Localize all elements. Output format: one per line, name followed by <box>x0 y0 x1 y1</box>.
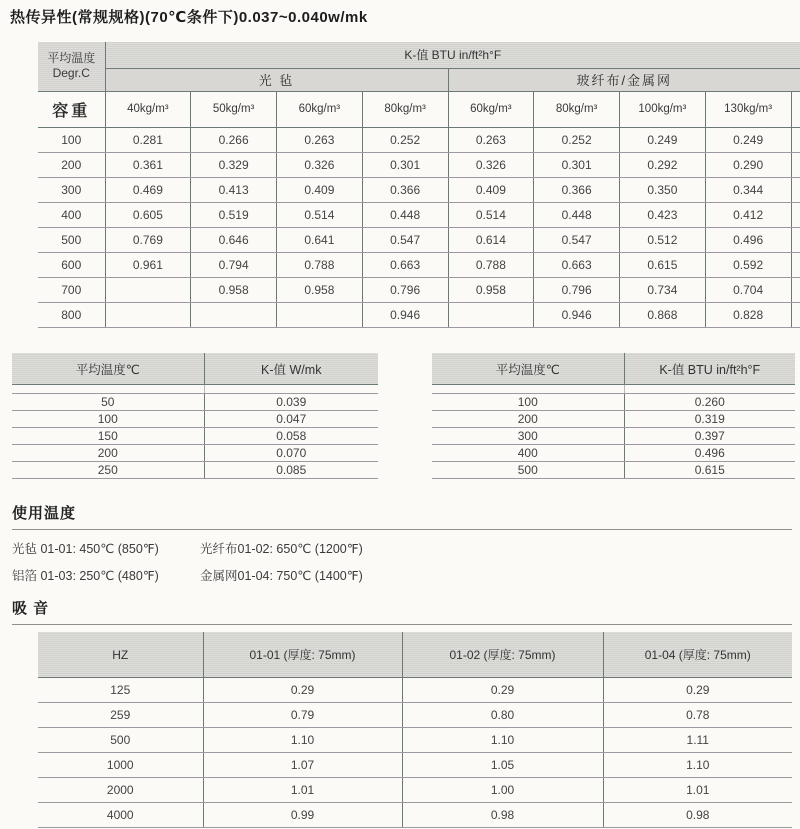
table-row <box>12 428 378 445</box>
value-cell: 1.11 <box>603 728 792 753</box>
value-cell: 0.344 <box>705 177 791 202</box>
value-cell: 0.98 <box>603 803 792 828</box>
sound-absorption-section <box>12 597 792 625</box>
value-cell: 0.78 <box>603 703 792 728</box>
value-cell: 0.734 <box>620 277 706 302</box>
row-label-cell: 100 <box>432 394 624 411</box>
density-header: 60kg/m³ <box>277 91 363 127</box>
row-label-cell: 800 <box>38 302 105 327</box>
thermal-conductivity-table <box>38 42 800 328</box>
table-row <box>38 277 800 302</box>
value-cell: 0.868 <box>620 302 706 327</box>
group-header-cloth-mesh: 玻纤布/金属网 <box>448 68 800 91</box>
spacer-cell <box>204 385 378 394</box>
value-cell: 0.29 <box>203 678 402 703</box>
table-row <box>38 302 800 327</box>
avg-temp-header: 平均温度℃ <box>432 353 624 385</box>
value-cell <box>448 302 534 327</box>
value-cell: 0.796 <box>534 277 620 302</box>
density-header: 80kg/m³ <box>362 91 448 127</box>
row-label-cell: 259 <box>38 703 203 728</box>
value-cell: 0.788 <box>448 252 534 277</box>
table-row <box>432 428 795 445</box>
row-label-cell: 300 <box>432 428 624 445</box>
thermal-table-body <box>38 127 800 327</box>
value-cell: 0.496 <box>624 445 795 462</box>
value-cell: 0.361 <box>105 152 191 177</box>
cut-off-sliver <box>791 202 800 227</box>
density-row-header: 容重 <box>38 91 105 127</box>
value-cell: 0.412 <box>705 202 791 227</box>
table-row <box>38 152 800 177</box>
page-title: 热传异性(常规规格)(70℃条件下)0.037~0.040w/mk <box>10 9 368 26</box>
value-cell <box>105 277 191 302</box>
value-cell: 0.070 <box>204 445 378 462</box>
value-cell: 1.01 <box>203 778 402 803</box>
table-row <box>38 703 792 728</box>
row-label-cell: 400 <box>38 202 105 227</box>
value-cell: 0.290 <box>705 152 791 177</box>
service-temperature-section <box>12 502 792 584</box>
corner-header-cell <box>38 42 105 91</box>
value-cell: 0.646 <box>191 227 277 252</box>
sound-col-01-04: 01-04 (厚度: 75mm) <box>603 632 792 678</box>
value-cell: 0.047 <box>204 411 378 428</box>
value-cell: 0.301 <box>534 152 620 177</box>
cut-off-sliver <box>791 227 800 252</box>
row-label-cell: 125 <box>38 678 203 703</box>
service-temp-fiber-cloth: 光纤布01-02: 650℃ (1200℉) <box>200 542 363 556</box>
density-header: 80kg/m³ <box>534 91 620 127</box>
value-cell: 0.326 <box>448 152 534 177</box>
value-cell <box>105 302 191 327</box>
table-row <box>38 728 792 753</box>
row-label-cell: 250 <box>12 462 204 479</box>
value-cell: 0.252 <box>534 127 620 152</box>
value-cell: 0.641 <box>277 227 363 252</box>
value-cell: 0.319 <box>624 411 795 428</box>
value-cell: 0.448 <box>362 202 448 227</box>
value-cell: 0.946 <box>534 302 620 327</box>
value-cell: 0.249 <box>620 127 706 152</box>
value-cell: 0.961 <box>105 252 191 277</box>
service-temperature-heading: 使用温度 <box>12 505 77 522</box>
value-cell: 0.413 <box>191 177 277 202</box>
table-row <box>432 394 795 411</box>
heading-rule <box>12 624 792 625</box>
row-label-cell: 150 <box>12 428 204 445</box>
value-cell: 0.260 <box>624 394 795 411</box>
k-imperial-body <box>432 394 795 479</box>
k-metric-body <box>12 394 378 479</box>
row-label-cell: 50 <box>12 394 204 411</box>
value-cell: 0.794 <box>191 252 277 277</box>
value-cell: 0.615 <box>624 462 795 479</box>
table-row <box>432 462 795 479</box>
density-header: 100kg/m³ <box>620 91 706 127</box>
avg-temp-header: 平均温度℃ <box>12 353 204 385</box>
density-header: 130kg/m³ <box>705 91 791 127</box>
table-row <box>12 394 378 411</box>
table-row <box>12 462 378 479</box>
value-cell: 0.423 <box>620 202 706 227</box>
table-row <box>38 753 792 778</box>
row-label-cell: 300 <box>38 177 105 202</box>
row-label-cell: 500 <box>432 462 624 479</box>
density-header: 50kg/m³ <box>191 91 277 127</box>
value-cell: 0.79 <box>203 703 402 728</box>
value-cell: 0.769 <box>105 227 191 252</box>
value-cell: 0.98 <box>402 803 603 828</box>
value-cell: 0.547 <box>362 227 448 252</box>
value-cell: 0.514 <box>277 202 363 227</box>
value-cell: 0.329 <box>191 152 277 177</box>
value-cell: 0.958 <box>448 277 534 302</box>
value-cell: 0.266 <box>191 127 277 152</box>
hz-header: HZ <box>38 632 203 678</box>
value-cell: 1.00 <box>402 778 603 803</box>
cut-off-sliver <box>791 127 800 152</box>
value-cell: 0.281 <box>105 127 191 152</box>
k-value-unit-header: K-值 BTU in/ft²h°F <box>105 42 800 68</box>
table-row <box>38 678 792 703</box>
value-cell: 0.29 <box>603 678 792 703</box>
value-cell: 0.292 <box>620 152 706 177</box>
value-cell <box>191 302 277 327</box>
service-temp-felt: 光毡 01-01: 450℃ (850℉) <box>12 542 159 556</box>
table-row <box>432 411 795 428</box>
value-cell: 0.301 <box>362 152 448 177</box>
value-cell: 0.469 <box>105 177 191 202</box>
value-cell: 1.05 <box>402 753 603 778</box>
value-cell: 0.80 <box>402 703 603 728</box>
value-cell: 0.448 <box>534 202 620 227</box>
value-cell: 0.788 <box>277 252 363 277</box>
value-cell: 0.409 <box>277 177 363 202</box>
value-cell: 0.605 <box>105 202 191 227</box>
heading-rule <box>12 529 792 530</box>
value-cell: 1.10 <box>603 753 792 778</box>
value-cell: 0.397 <box>624 428 795 445</box>
value-cell: 0.29 <box>402 678 603 703</box>
value-cell: 0.496 <box>705 227 791 252</box>
value-cell: 0.085 <box>204 462 378 479</box>
value-cell: 0.704 <box>705 277 791 302</box>
value-cell: 0.99 <box>203 803 402 828</box>
value-cell: 0.039 <box>204 394 378 411</box>
value-cell: 0.663 <box>362 252 448 277</box>
sound-absorption-table <box>38 632 792 828</box>
row-label-cell: 700 <box>38 277 105 302</box>
table-row <box>38 177 800 202</box>
row-label-cell: 1000 <box>38 753 203 778</box>
value-cell: 0.946 <box>362 302 448 327</box>
spacer-cell <box>432 385 624 394</box>
row-label-cell: 200 <box>12 445 204 462</box>
corner-header-line1: 平均温度 <box>47 50 96 65</box>
value-cell: 0.514 <box>448 202 534 227</box>
cut-off-sliver <box>791 177 800 202</box>
group-header-felt: 光 毡 <box>105 68 448 91</box>
service-temp-aluminum-foil: 铝箔 01-03: 250℃ (480℉) <box>12 569 159 583</box>
value-cell: 0.512 <box>620 227 706 252</box>
cut-off-sliver <box>791 302 800 327</box>
sound-absorption-heading: 吸 音 <box>12 600 50 617</box>
value-cell: 0.614 <box>448 227 534 252</box>
service-temp-metal-mesh: 金属网01-04: 750℃ (1400℉) <box>200 569 363 583</box>
value-cell: 0.058 <box>204 428 378 445</box>
cut-off-sliver <box>791 91 800 127</box>
value-cell: 0.252 <box>362 127 448 152</box>
value-cell: 1.10 <box>402 728 603 753</box>
table-row <box>38 227 800 252</box>
value-cell: 0.519 <box>191 202 277 227</box>
value-cell: 0.366 <box>362 177 448 202</box>
table-row <box>12 411 378 428</box>
table-row <box>38 778 792 803</box>
value-cell: 0.547 <box>534 227 620 252</box>
value-cell: 0.263 <box>448 127 534 152</box>
table-row <box>12 445 378 462</box>
table-row <box>38 202 800 227</box>
row-label-cell: 100 <box>38 127 105 152</box>
value-cell: 0.592 <box>705 252 791 277</box>
value-cell: 0.409 <box>448 177 534 202</box>
k-value-wmk-header: K-值 W/mk <box>204 353 378 385</box>
row-label-cell: 500 <box>38 728 203 753</box>
value-cell: 0.326 <box>277 152 363 177</box>
value-cell: 0.958 <box>277 277 363 302</box>
table-row <box>38 127 800 152</box>
value-cell: 0.366 <box>534 177 620 202</box>
row-label-cell: 500 <box>38 227 105 252</box>
row-label-cell: 200 <box>38 152 105 177</box>
row-label-cell: 2000 <box>38 778 203 803</box>
k-value-table-imperial <box>432 353 795 479</box>
row-label-cell: 200 <box>432 411 624 428</box>
value-cell: 0.263 <box>277 127 363 152</box>
row-label-cell: 400 <box>432 445 624 462</box>
value-cell: 0.350 <box>620 177 706 202</box>
service-temp-row <box>12 566 792 584</box>
value-cell <box>277 302 363 327</box>
value-cell: 1.10 <box>203 728 402 753</box>
value-cell: 0.663 <box>534 252 620 277</box>
value-cell: 0.958 <box>191 277 277 302</box>
row-label-cell: 600 <box>38 252 105 277</box>
value-cell: 0.828 <box>705 302 791 327</box>
spacer-cell <box>12 385 204 394</box>
sound-table-body <box>38 678 792 828</box>
value-cell: 1.07 <box>203 753 402 778</box>
cut-off-sliver <box>791 152 800 177</box>
value-cell: 0.249 <box>705 127 791 152</box>
density-header: 40kg/m³ <box>105 91 191 127</box>
k-value-btu-header: K-值 BTU in/ft²h°F <box>624 353 795 385</box>
table-row <box>432 445 795 462</box>
row-label-cell: 100 <box>12 411 204 428</box>
density-header: 60kg/m³ <box>448 91 534 127</box>
cut-off-sliver <box>791 252 800 277</box>
service-temp-row <box>12 539 792 557</box>
value-cell: 0.796 <box>362 277 448 302</box>
row-label-cell: 4000 <box>38 803 203 828</box>
sound-col-01-02: 01-02 (厚度: 75mm) <box>402 632 603 678</box>
corner-header-line2: Degr.C <box>52 66 90 81</box>
cut-off-sliver <box>791 277 800 302</box>
k-value-table-metric <box>12 353 378 479</box>
table-row <box>38 252 800 277</box>
spacer-cell <box>624 385 795 394</box>
value-cell: 1.01 <box>603 778 792 803</box>
table-row <box>38 803 792 828</box>
sound-col-01-01: 01-01 (厚度: 75mm) <box>203 632 402 678</box>
value-cell: 0.615 <box>620 252 706 277</box>
